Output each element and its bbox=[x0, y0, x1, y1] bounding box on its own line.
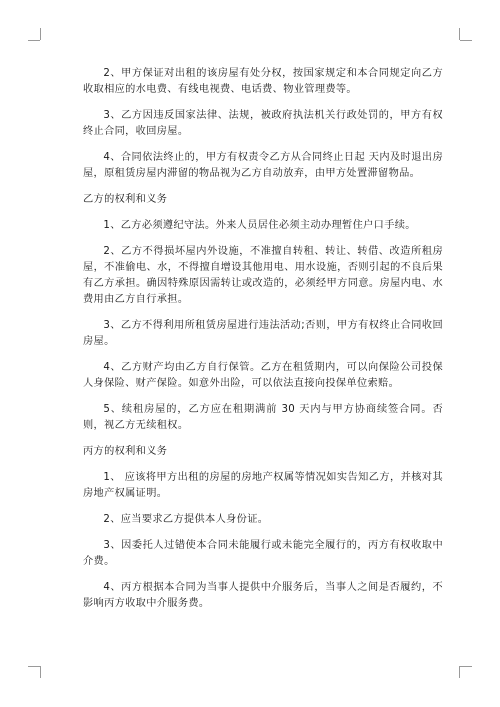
paragraph-tenant-clause-4: 4、乙方财产均由乙方自行保管。乙方在租赁期内，可以向保险公司投保人身保险、财产保险。如意外出险，可以依法直接向投保单位索赔。 bbox=[83, 362, 443, 389]
crop-mark-bottom-left-h bbox=[28, 666, 40, 667]
paragraph-agent-clause-4: 4、丙方根据本合同为当事人提供中介服务后，当事人之间是否履约，不影响丙方收取中介服务费。 bbox=[83, 582, 443, 609]
paragraph-tenant-clause-3: 3、乙方不得利用所租赁房屋进行违法活动;否则，甲方有权终止合同收回房屋。 bbox=[83, 320, 443, 347]
paragraph-tenant-clause-1: 1、乙方必须遵纪守法。外来人员居住必须主动办理暂住户口手续。 bbox=[103, 220, 416, 231]
document-body bbox=[83, 66, 443, 622]
section-heading-agent-rights: 丙方的权利和义务 bbox=[83, 446, 168, 457]
paragraph-agent-clause-2: 2、应当要求乙方提供本人身份证。 bbox=[103, 514, 269, 525]
paragraph-agent-clause-1: 1、 应该将甲方出租的房屋的房地产权属等情况如实告知乙方，并核对其房地产权属证明。 bbox=[83, 472, 443, 499]
crop-mark-bottom-right-v bbox=[459, 666, 460, 678]
crop-mark-top-right-v bbox=[459, 28, 460, 40]
paragraph-tenant-clause-2: 2、乙方不得损坏屋内外设施，不准擅自转租、转让、转借、改造所租房屋，不准偷电、水，不得擅自增设其他用电、用水设施，否则引起的不良后果有乙方承担。确因特殊原因需转让或改造的，必须经甲方同意。房屋内电、水费用由乙方自行承担。 bbox=[83, 246, 443, 305]
paragraph-landlord-clause-2: 2、甲方保证对出租的该房屋有处分权，按国家规定和本合同规定向乙方收取相应的水电费、有线电视费、电话费、物业管理费等。 bbox=[83, 68, 443, 95]
paragraph-landlord-clause-3: 3、乙方因违反国家法律、法规，被政府执法机关行政处罚的，甲方有权终止合同，收回房屋。 bbox=[83, 110, 443, 137]
crop-mark-bottom-right-h bbox=[460, 666, 472, 667]
paragraph-tenant-clause-5: 5、续租房屋的，乙方应在租期满前 30 天内与甲方协商续签合同。否则，视乙方无续租权。 bbox=[83, 404, 443, 431]
crop-mark-top-left-v bbox=[40, 28, 41, 40]
crop-mark-bottom-left-v bbox=[40, 666, 41, 678]
paragraph-landlord-clause-4: 4、合同依法终止的，甲方有权责令乙方从合同终止日起 天内及时退出房屋，原租赁房屋内滞留的物品视为乙方自动放弃，由甲方处置滞留物品。 bbox=[83, 152, 443, 179]
crop-mark-top-right-h bbox=[460, 40, 472, 41]
section-heading-tenant-rights: 乙方的权利和义务 bbox=[83, 194, 168, 205]
crop-mark-top-left-h bbox=[28, 40, 40, 41]
paragraph-agent-clause-3: 3、因委托人过错使本合同未能履行或未能完全履行的，丙方有权收取中介费。 bbox=[83, 540, 443, 567]
